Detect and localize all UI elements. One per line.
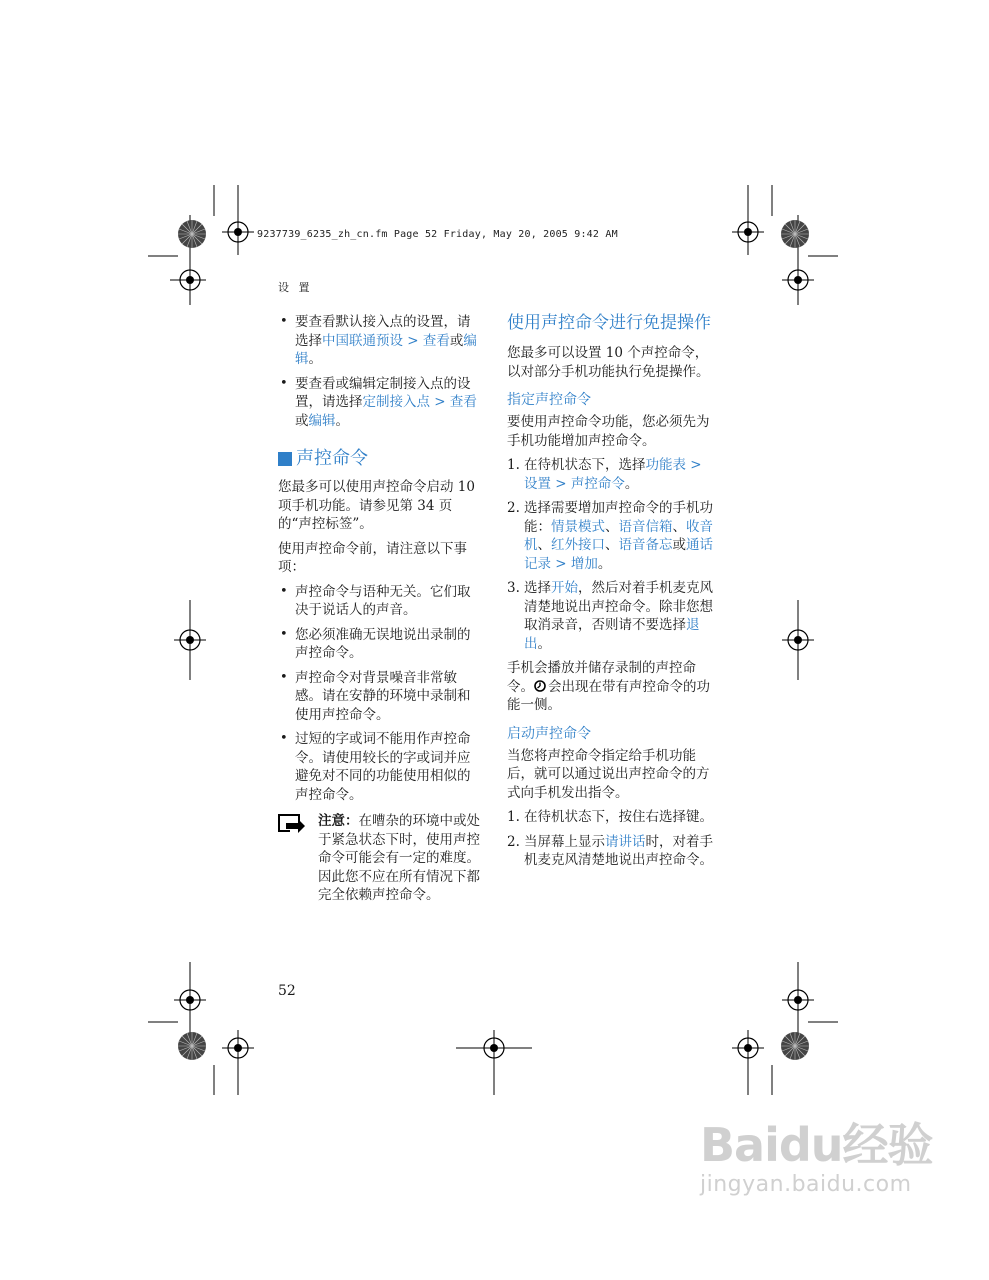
link-view[interactable]: 查看 (422, 332, 450, 349)
assign-intro: 要使用声控命令功能，您必须先为手机功能增加声控命令。 (507, 414, 710, 449)
subheading-activate: 启动声控命令 (507, 725, 591, 742)
step-item: 1. 在待机状态下，按住右选择键。 (507, 809, 713, 825)
before-use-text: 使用声控命令前，请注意以下事项： (278, 540, 467, 575)
note-label: 注意： (318, 813, 359, 829)
link-voice-mailbox[interactable]: 语音信箱 (618, 518, 673, 535)
hands-free-intro: 您最多可以设置 10 个声控命令，以对部分手机功能执行免提操作。 (507, 345, 710, 380)
section-label: 设 置 (278, 281, 313, 294)
speak-now-prompt: 请讲话 (605, 833, 646, 850)
section-heading-voice-commands: 声控命令 (278, 448, 483, 470)
subheading-assign: 指定声控命令 (507, 392, 591, 408)
link-exit[interactable]: 退出 (524, 617, 700, 652)
step-item: 2. 当屏幕上显示请讲话时，对着手机麦克风清楚地说出声控命令。 (507, 833, 713, 868)
list-item: • 要查看或编辑定制接入点的设置，请选择定制接入点 > 查看或编辑。 (278, 375, 483, 431)
link-start[interactable]: 开始 (551, 580, 578, 596)
voice-notes-list (278, 583, 483, 805)
list-item: • 声控命令与语种无关。它们取决于说话人的声音。 (278, 583, 483, 620)
assign-steps (507, 456, 717, 653)
note-box (278, 812, 483, 905)
voice-intro: 您最多可以使用声控命令启动 10 项手机功能。请参见第 34 页的“声控标签”。 (278, 479, 475, 532)
link-view[interactable]: 查看 (449, 394, 477, 410)
activate-intro: 当您将声控命令指定给手机功能后，就可以通过说出声控命令的方式向手机发出指令。 (507, 747, 710, 801)
watermark-url: jingyan.baidu.com (700, 1172, 912, 1197)
list-item: • 过短的字或词不能用作声控命令。请使用较长的字或词并应避免对不同的功能使用相似的声控命令。 (278, 730, 483, 804)
link-infrared[interactable]: 红外接口 (551, 537, 605, 553)
link-call-log[interactable]: 通话记录 (524, 537, 713, 572)
right-column (507, 312, 717, 876)
after-record-text: 手机会播放并储存录制的声控命令。 会出现在带有声控命令的功能一侧。 (507, 660, 710, 713)
link-voice-commands[interactable]: 声控命令 (570, 475, 625, 492)
watermark (700, 1120, 933, 1197)
access-point-list (278, 313, 483, 430)
heading-square-icon (278, 452, 292, 466)
link-custom-access-point[interactable]: 定制接入点 (362, 394, 430, 410)
section-heading-hands-free: 使用声控命令进行免提操作 (507, 313, 711, 333)
list-item: • 要查看默认接入点的设置，请选择中国联通预设 > 查看或编辑。 (278, 313, 483, 369)
link-edit[interactable]: 编辑 (295, 332, 477, 367)
note-icon (278, 814, 306, 836)
link-add[interactable]: 增加 (570, 555, 598, 572)
step-item: 3. 选择开始，然后对着手机麦克风清楚地说出声控命令。除非您想取消录音，否则请不要选择退出。 (507, 580, 713, 652)
step-item: 2. 选择需要增加声控命令的手机功能：情景模式、语音信箱、收音机、红外接口、语音备忘或通话记录 > 增加。 (507, 500, 713, 572)
left-column (278, 313, 483, 905)
link-unicom-preset[interactable]: 中国联通预设 (322, 332, 403, 349)
link-edit[interactable]: 编辑 (308, 412, 336, 429)
activate-steps (507, 808, 717, 870)
watermark-logo: Baidu经验 (700, 1118, 933, 1172)
link-settings[interactable]: 设置 (524, 475, 551, 492)
step-item: 1. 在待机状态下，选择功能表 > 设置 > 声控命令。 (507, 457, 702, 492)
file-info-line: 9237739_6235_zh_cn.fm Page 52 Friday, May 20, 2005 9:42 AM (257, 229, 618, 240)
list-item: • 声控命令对背景噪音非常敏感。请在安静的环境中录制和使用声控命令。 (278, 669, 483, 725)
list-item: • 您必须准确无误地说出录制的声控命令。 (278, 626, 483, 663)
link-profiles[interactable]: 情景模式 (551, 518, 605, 535)
link-voice-recorder[interactable]: 语音备忘 (618, 537, 673, 553)
link-radio[interactable]: 收音机 (524, 518, 713, 553)
link-menu[interactable]: 功能表 (645, 457, 686, 473)
page-number: 52 (278, 983, 296, 999)
voice-command-icon (534, 680, 546, 692)
note-text: 在嘈杂的环境中或处于紧急状态下时，使用声控命令可能会有一定的难度。因此您不应在所有情况下都完全依赖声控命令。 (318, 813, 480, 903)
